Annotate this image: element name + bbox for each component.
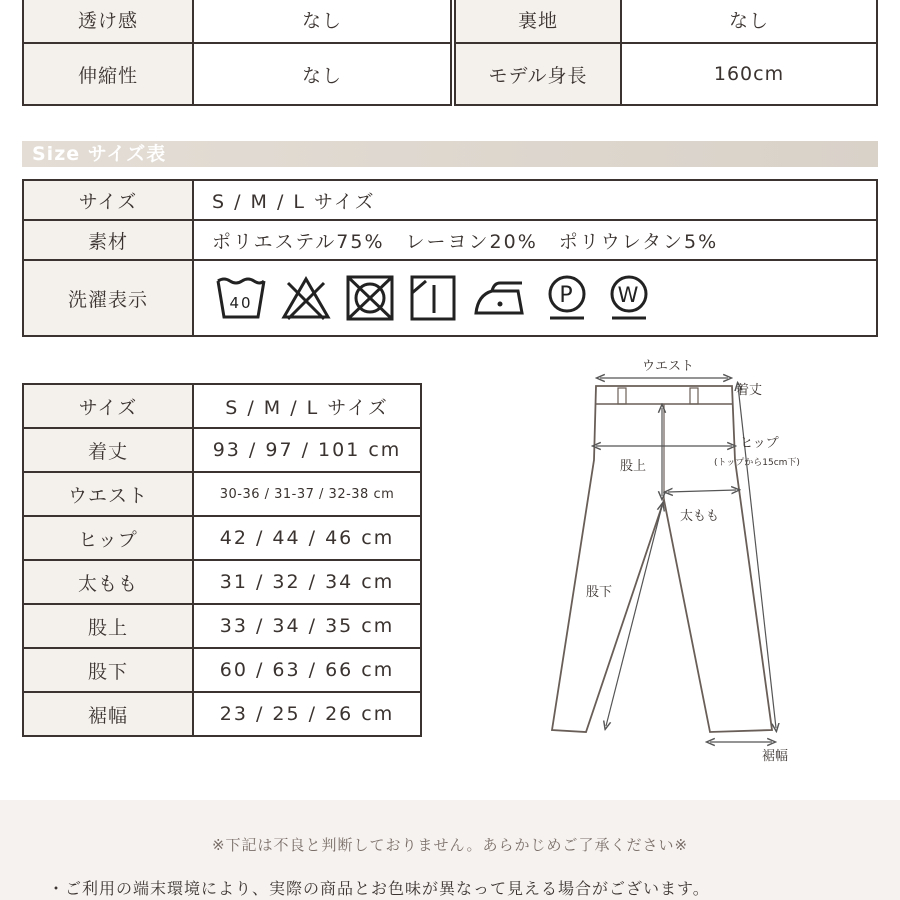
size-value: S / M / L サイズ <box>193 384 421 428</box>
wet-clean-w-icon <box>604 273 654 323</box>
wash-temp-text: 40 <box>229 294 253 312</box>
size-row <box>23 472 421 516</box>
spec-label: 透け感 <box>23 0 193 43</box>
diagram-label-hem: 裾幅 <box>762 749 789 764</box>
info-value: ポリエステル75% レーヨン20% ポリウレタン5% <box>193 220 877 260</box>
spec-value: なし <box>193 43 451 105</box>
size-label: 裾幅 <box>23 692 193 736</box>
size-value: 31 / 32 / 34 cm <box>193 560 421 604</box>
info-table <box>22 179 878 337</box>
size-row <box>23 692 421 736</box>
top-spec-table <box>22 0 878 106</box>
dry-clean-p-icon <box>542 273 592 323</box>
diagram-label-waist: ウエスト <box>641 359 695 374</box>
info-value: S / M / L サイズ <box>193 180 877 220</box>
size-label: サイズ <box>23 384 193 428</box>
size-row <box>23 560 421 604</box>
size-value: 93 / 97 / 101 cm <box>193 428 421 472</box>
diagram-label-rise: 股上 <box>620 459 647 474</box>
size-label: 太もも <box>23 560 193 604</box>
size-label: ウエスト <box>23 472 193 516</box>
info-label: サイズ <box>23 180 193 220</box>
size-label: 股下 <box>23 648 193 692</box>
wash-40-icon <box>214 273 268 323</box>
info-label: 洗濯表示 <box>23 260 193 336</box>
section-header: Size サイズ表 <box>22 141 878 167</box>
notice-heading: ※下記は不良と判断しておりません。あらかじめご了承ください※ <box>211 836 689 854</box>
info-row <box>23 220 877 260</box>
pants-diagram <box>540 350 900 770</box>
spec-value: なし <box>193 0 451 43</box>
no-tumble-dry-icon <box>344 273 396 323</box>
spec-label: 伸縮性 <box>23 43 193 105</box>
size-label: ヒップ <box>23 516 193 560</box>
size-row <box>23 384 421 428</box>
size-value: 60 / 63 / 66 cm <box>193 648 421 692</box>
dry-clean-letter: P <box>559 283 575 308</box>
size-value: 30-36 / 31-37 / 32-38 cm <box>193 472 421 516</box>
size-value: 23 / 25 / 26 cm <box>193 692 421 736</box>
size-row <box>23 516 421 560</box>
no-bleach-icon <box>280 273 332 323</box>
notice-text: ・ご利用の端末環境により、実際の商品とお色味が異なって見える場合がございます。 <box>48 879 710 898</box>
size-label: 着丈 <box>23 428 193 472</box>
care-icons-cell <box>193 260 877 336</box>
notice-box <box>0 800 900 900</box>
spec-label: モデル身長 <box>455 43 621 105</box>
info-row-care <box>23 260 877 336</box>
diagram-label-length: 着丈 <box>736 383 763 398</box>
diagram-label-hip-note: (トップから15cm下) <box>714 458 800 468</box>
diagram-label-inseam: 股下 <box>586 585 613 600</box>
size-value: 42 / 44 / 46 cm <box>193 516 421 560</box>
care-icons <box>212 273 876 323</box>
spec-label: 裏地 <box>455 0 621 43</box>
iron-low-icon <box>470 273 530 323</box>
size-row <box>23 604 421 648</box>
diagram-label-hip: ヒップ <box>740 436 779 451</box>
spec-row <box>23 0 877 43</box>
size-row <box>23 648 421 692</box>
drip-dry-icon <box>408 273 458 323</box>
size-row <box>23 428 421 472</box>
info-label: 素材 <box>23 220 193 260</box>
info-row <box>23 180 877 220</box>
size-table <box>22 383 422 737</box>
spec-row <box>23 43 877 105</box>
wet-clean-letter: W <box>617 283 641 307</box>
size-label: 股上 <box>23 604 193 648</box>
spec-value: 160cm <box>621 43 877 105</box>
diagram-label-thigh: 太もも <box>680 509 720 524</box>
size-value: 33 / 34 / 35 cm <box>193 604 421 648</box>
spec-value: なし <box>621 0 877 43</box>
